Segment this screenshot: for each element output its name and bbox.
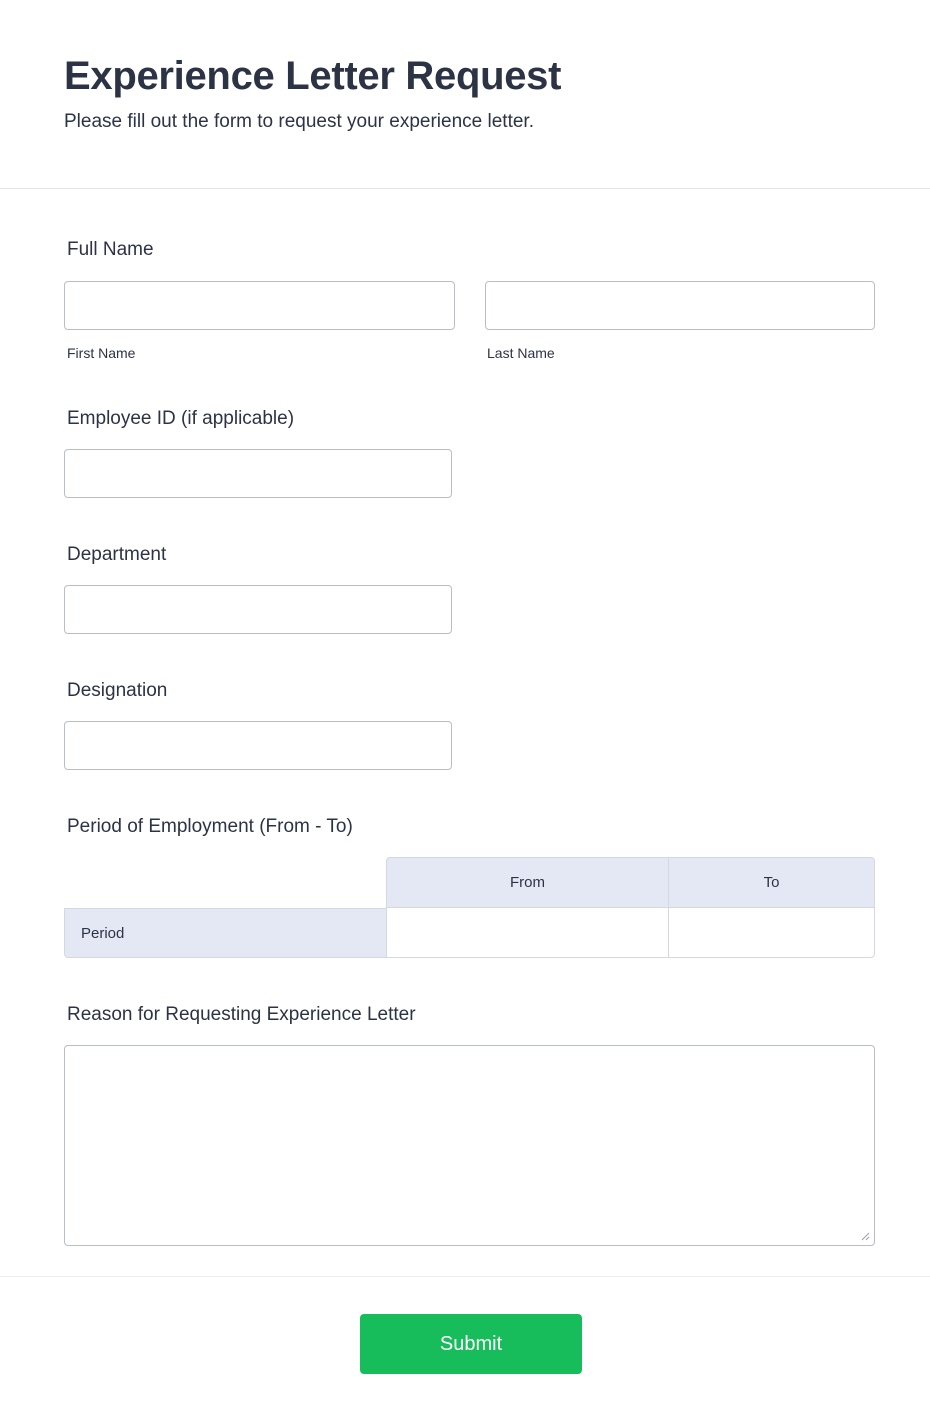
form-header bbox=[0, 0, 930, 189]
last-name-sublabel: Last Name bbox=[487, 345, 555, 361]
submit-button[interactable]: Submit bbox=[360, 1314, 582, 1374]
column-header-from: From bbox=[386, 857, 669, 908]
department-input[interactable] bbox=[64, 585, 452, 634]
reason-label: Reason for Requesting Experience Letter bbox=[67, 1004, 416, 1025]
last-name-input[interactable] bbox=[485, 281, 875, 330]
employee-id-label: Employee ID (if applicable) bbox=[67, 408, 295, 429]
page-title: Experience Letter Request bbox=[64, 54, 562, 98]
footer-divider bbox=[0, 1276, 930, 1277]
first-name-sublabel: First Name bbox=[67, 345, 136, 361]
page-subtitle: Please fill out the form to request your experience letter. bbox=[64, 111, 534, 132]
resize-handle-icon[interactable] bbox=[860, 1231, 870, 1241]
period-label: Period of Employment (From - To) bbox=[67, 816, 353, 837]
reason-textarea[interactable] bbox=[64, 1045, 875, 1246]
employee-id-input[interactable] bbox=[64, 449, 452, 498]
designation-input[interactable] bbox=[64, 721, 452, 770]
column-header-to: To bbox=[668, 857, 875, 908]
period-from-input[interactable] bbox=[386, 907, 669, 958]
first-name-input[interactable] bbox=[64, 281, 455, 330]
designation-label: Designation bbox=[67, 680, 168, 701]
full-name-label: Full Name bbox=[67, 239, 154, 260]
row-label-period: Period bbox=[64, 908, 387, 958]
period-to-input[interactable] bbox=[668, 907, 875, 958]
period-matrix bbox=[64, 857, 875, 958]
department-label: Department bbox=[67, 544, 167, 565]
